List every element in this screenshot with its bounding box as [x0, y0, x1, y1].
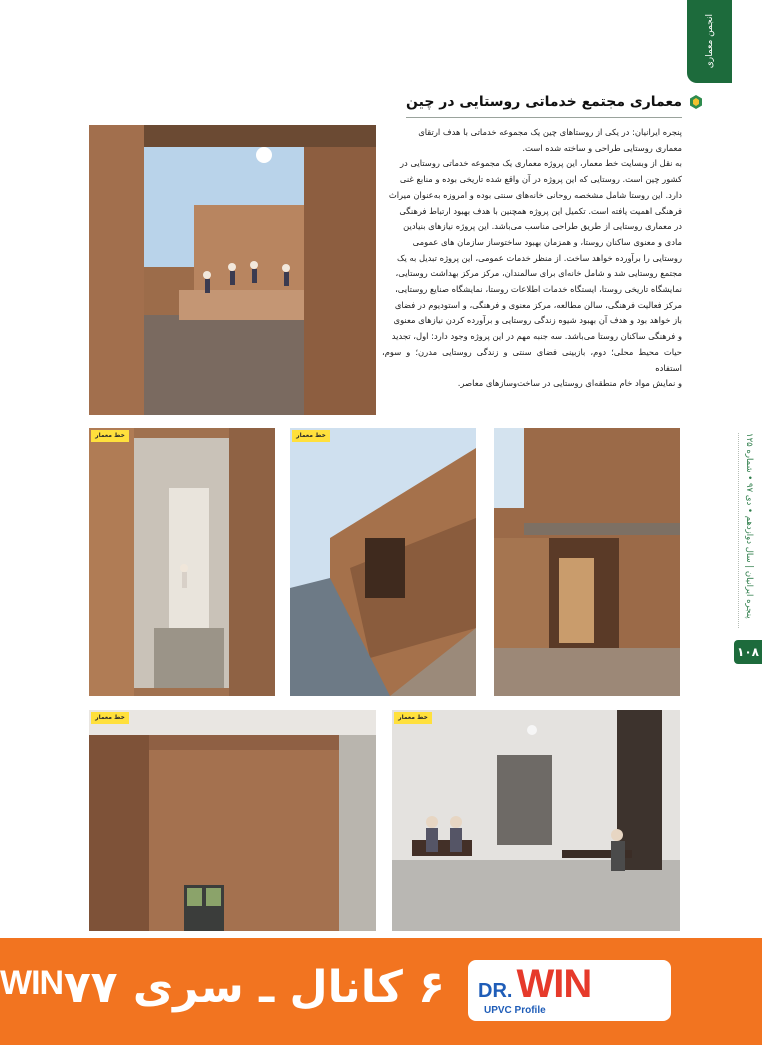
body-line: و نمایش مواد خام منطقه‌ای روستایی در ساخت‌وسازهای معاصر.	[457, 378, 682, 389]
photo-elders-hall	[392, 710, 680, 931]
photo-brick-room-window	[89, 710, 376, 931]
photo-long-brick-wall	[290, 428, 476, 696]
body-line: و فرهنگی ساکنان روستا می‌باشد. سه جنبه مهم در این پروژه وجود دارد: اول، تجدید	[391, 331, 682, 342]
body-line: پنجره ایرانیان: در یکی از روستاهای چین یک مجموعه خدماتی با هدف ارتقای	[418, 127, 682, 137]
photo-credit-tag: خط معمار	[91, 430, 129, 442]
page-number: ۱۰۸	[734, 640, 762, 664]
body-line: مجتمع روستایی شد و شامل خانه‌ای برای سالمندان، مرکز مرکز بهداشت روستایی،	[395, 268, 682, 279]
article-heading	[406, 90, 682, 114]
body-line: در معماری روستایی از طریق طراحی مناسب می‌باشد. این پروژه نیازهای بنیادین	[403, 221, 682, 232]
body-line: معماری روستایی طراحی و ساخته شده است.	[522, 142, 682, 153]
body-line: دارد. این روستا شامل مشخصه روحانی خانه‌های سنتی بوده و امروزه به‌عنوان میراث	[388, 189, 682, 200]
ad-brand-logo	[478, 962, 668, 1006]
ad-brand-name: WIN	[516, 962, 592, 1006]
body-line: باز خواهد بود و هدف آن بهبود شیوه زندگی روستایی و برآورده کردن نیازهای معنوی	[393, 315, 682, 326]
body-line: کشور چین است. روستایی که این پروژه در آن واقع شده تاریخی بوده و منابع غنی	[399, 174, 682, 185]
heading-divider	[406, 117, 682, 118]
ad-headline: ۶ کانال ـ سری ۷۷	[63, 962, 445, 1013]
ad-brand-left: WIN	[0, 964, 64, 1002]
photo-credit-tag: خط معمار	[394, 712, 432, 724]
body-line: مرکز فعالیت فرهنگی، سالن مطالعه، مرکز معنوی و فرهنگی، و استودیوم در فضای	[394, 299, 682, 310]
article-title: معماری مجتمع خدماتی روستایی در چین	[406, 94, 682, 110]
body-line: به نقل از وبسایت خط معمار، این پروژه معماری یک مجموعه خدماتی روستایی در	[399, 158, 682, 169]
photo-courtyard-children	[89, 125, 376, 415]
body-line: فرهنگی اهمیت یافته است. تکمیل این پروژه همچنین با هدف بهبود ارتباط فرهنگی	[399, 205, 682, 216]
body-line: مادی و معنوی ساکنان روستا، و همزمان بهبود ساختوساز سازمان های عمومی	[412, 236, 682, 247]
photo-entrance-portal	[494, 428, 680, 696]
body-line: نمایشگاه تاریخی روستا، ایستگاه خدمات اطلاعات روستا، نمایشگاه صنایع روستایی،	[395, 284, 682, 295]
section-tab-label: انجمن معماری	[704, 14, 715, 69]
hex-badge-icon	[688, 94, 704, 110]
ad-brand-prefix: DR.	[478, 980, 513, 1002]
photo-credit-tag: خط معمار	[292, 430, 330, 442]
body-line: حیات محیط محلی؛ دوم، بازبینی فضای سنتی و زندگی روستایی مدرن؛ و سوم، استفاده	[382, 346, 682, 373]
folio-text: پنجره ایرانیان | سال دوازدهم • دی ۹۷ • شماره ۱۲۵	[744, 433, 754, 619]
ad-tagline: UPVC Profile	[484, 1005, 546, 1016]
photo-brick-corridor	[89, 428, 275, 696]
folio	[739, 433, 759, 633]
photo-credit-tag: خط معمار	[91, 712, 129, 724]
body-line: روستایی را برآورده خواهد ساخت. از منظر خدمات عمومی، این پروژه تبدیل به یک	[397, 252, 682, 263]
section-tab	[687, 0, 732, 83]
article-body	[382, 125, 682, 410]
